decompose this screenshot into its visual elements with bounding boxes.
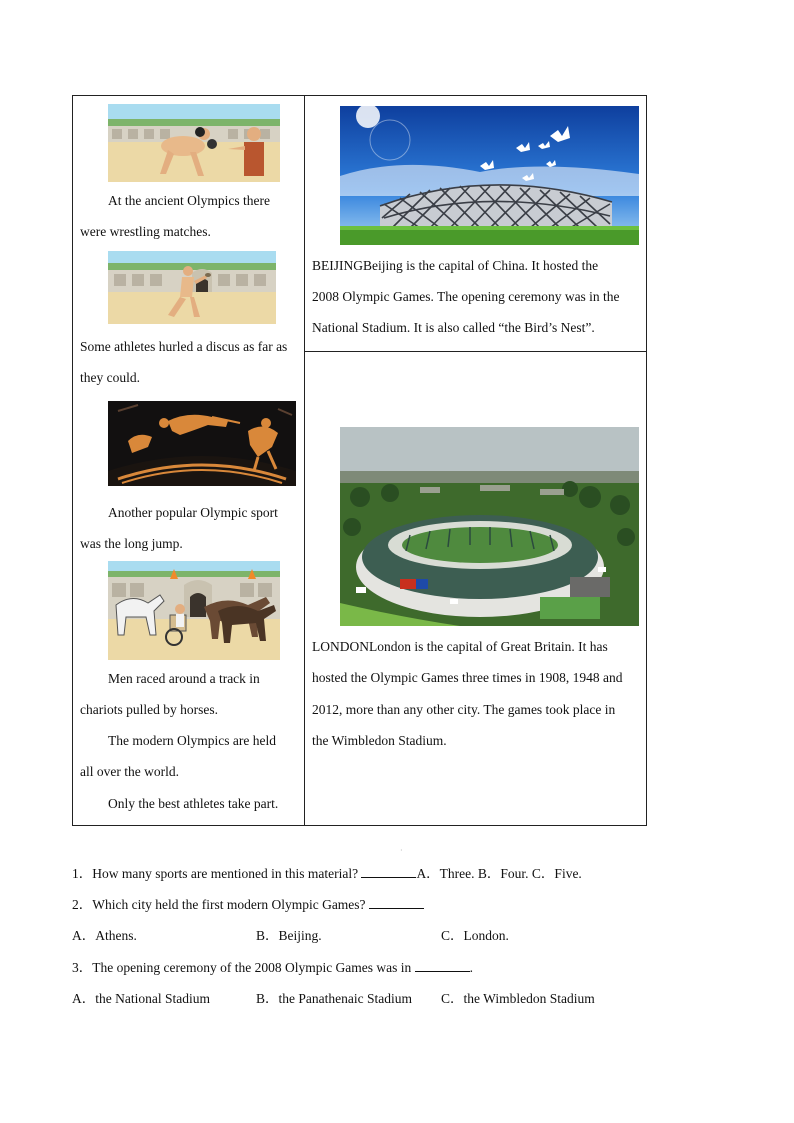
text-london-line3: 2012, more than any other city. The games took place in <box>312 702 616 717</box>
question-1-blank[interactable] <box>361 865 416 878</box>
wrestling-image <box>108 104 280 182</box>
wimbledon-image <box>340 427 639 626</box>
text-beijing-line3: National Stadium. It is also called “the Bird’s Nest”. <box>312 320 595 335</box>
text-best-athletes: Only the best athletes take part. <box>108 796 279 811</box>
question-3-option-c[interactable]: C．the Wimbledon Stadium <box>441 991 595 1006</box>
question-2 <box>72 895 424 915</box>
text-modern-line2: all over the world. <box>80 764 179 779</box>
question-2-option-b[interactable]: B．Beijing. <box>256 928 322 943</box>
question-2-blank[interactable] <box>369 896 424 909</box>
text-discus-line1: Some athletes hurled a discus as far as <box>80 339 288 354</box>
text-chariot-line2: chariots pulled by horses. <box>80 702 218 717</box>
text-longjump-line1: Another popular Olympic sport <box>108 505 278 520</box>
question-2-text: 2．Which city held the first modern Olympic Games? <box>72 897 366 912</box>
question-1-options: A．Three. B．Four. C．Five. <box>416 866 582 881</box>
question-3-option-a[interactable]: A．the National Stadium <box>72 991 210 1006</box>
text-discus-line2: they could. <box>80 370 140 385</box>
content-table <box>72 95 647 826</box>
text-beijing-line1: BEIJINGBeijing is the capital of China. It hosted the <box>312 258 599 273</box>
question-2-option-c[interactable]: C．London. <box>441 928 509 943</box>
right-column <box>305 96 646 825</box>
question-3 <box>72 958 473 978</box>
text-wrestling-line1: At the ancient Olympics there <box>108 193 270 208</box>
question-3-option-b[interactable]: B．the Panathenaic Stadium <box>256 991 412 1006</box>
text-chariot-line1: Men raced around a track in <box>108 671 260 686</box>
question-3-text: 3．The opening ceremony of the 2008 Olympic Games was in <box>72 960 412 975</box>
question-3-blank[interactable] <box>415 959 470 972</box>
text-wrestling-line2: were wrestling matches. <box>80 224 211 239</box>
question-2-option-a[interactable]: A．Athens. <box>72 928 137 943</box>
long-jump-pottery-image <box>108 401 296 486</box>
question-3-end: . <box>469 960 474 975</box>
cell-divider <box>305 351 646 352</box>
text-longjump-line2: was the long jump. <box>80 536 183 551</box>
discus-image <box>108 251 276 324</box>
left-column <box>73 96 305 825</box>
question-1 <box>72 864 582 884</box>
text-london-line2: hosted the Olympic Games three times in 1908, 1948 and <box>312 670 623 685</box>
question-1-text: 1．How many sports are mentioned in this material? <box>72 866 359 881</box>
text-london-line4: the Wimbledon Stadium. <box>312 733 447 748</box>
chariot-image <box>108 561 280 660</box>
birds-nest-image <box>340 106 639 245</box>
text-beijing-line2: 2008 Olympic Games. The opening ceremony was in the <box>312 289 620 304</box>
text-modern-line1: The modern Olympics are held <box>108 733 276 748</box>
text-london-line1: LONDONLondon is the capital of Great Britain. It has <box>312 639 608 654</box>
page-mark: · <box>400 846 403 855</box>
